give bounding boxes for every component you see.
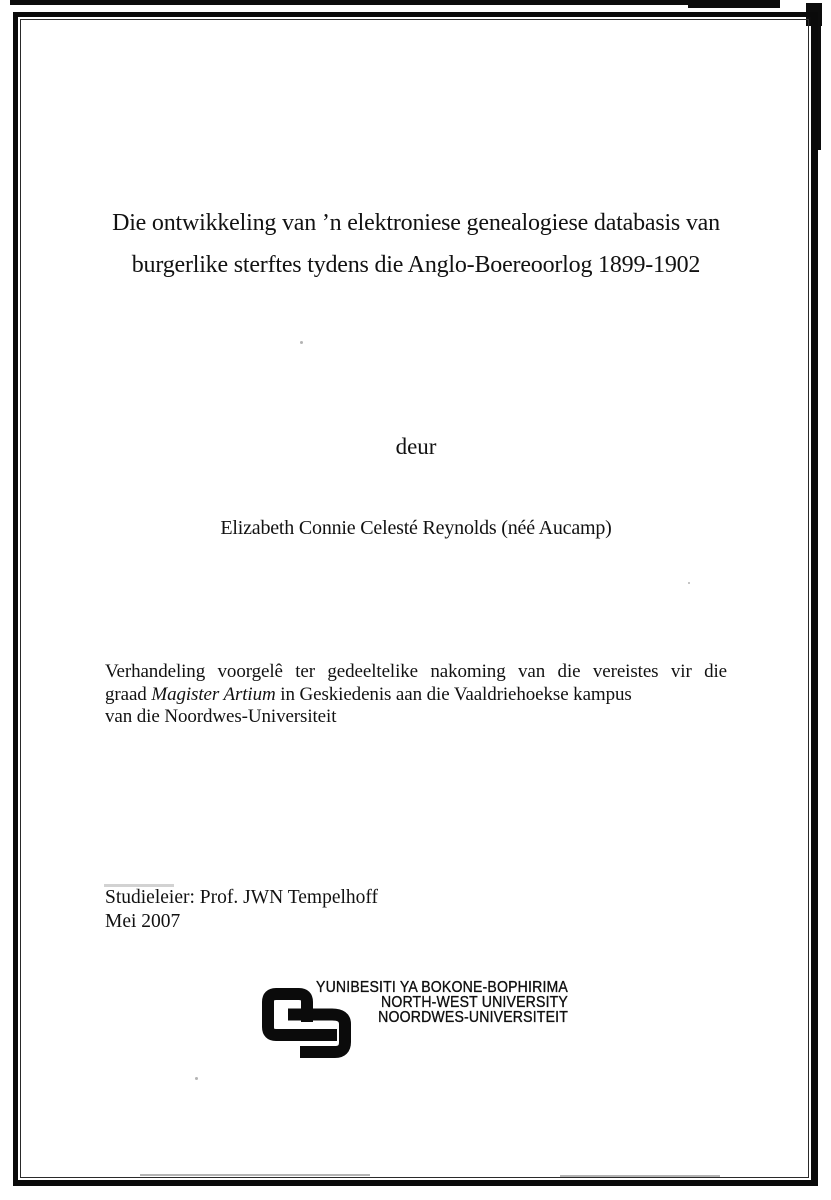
supervisor-line: Studieleier: Prof. JWN Tempelhoff	[105, 887, 379, 908]
submission-statement	[105, 661, 727, 729]
nwu-logo-line3: NOORDWES-UNIVERSITEIT	[378, 1009, 568, 1027]
thesis-title-line2: burgerlike sterftes tydens die Anglo-Boereoorlog 1899-1902	[131, 252, 701, 278]
scan-edge-top	[10, 0, 710, 5]
thesis-title-line1: Die ontwikkeling van ’n elektroniese genealogiese databasis van	[112, 210, 720, 236]
scan-edge-right	[818, 20, 821, 150]
statement-line1: Verhandeling voorgelê ter gedeeltelike nakoming van die vereistes vir die	[105, 661, 727, 682]
byline-deur: deur	[395, 434, 437, 459]
scan-edge-top-blob	[688, 0, 780, 8]
thesis-title	[105, 202, 727, 286]
date-line: Mei 2007	[105, 911, 181, 932]
author-name: Elizabeth Connie Celesté Reynolds (néé Aucamp)	[220, 517, 612, 539]
statement-line2	[105, 684, 727, 707]
supervisor-block	[105, 886, 605, 934]
statement-line2-prefix: graad	[105, 683, 152, 705]
statement-line2-suffix: in Geskiedenis aan die Vaaldriehoekse kampus	[275, 683, 632, 705]
statement-line3: van die Noordwes-Universiteit	[105, 706, 337, 728]
nwu-logo-text	[269, 980, 568, 1026]
nwu-logo-line1: YUNIBESITI YA BOKONE-BOPHIRIMA	[316, 979, 568, 996]
nwu-logo	[255, 975, 570, 1063]
degree-name-italic: Magister Artium	[151, 683, 276, 705]
nwu-logo-line2: NORTH-WEST UNIVERSITY	[380, 994, 568, 1012]
